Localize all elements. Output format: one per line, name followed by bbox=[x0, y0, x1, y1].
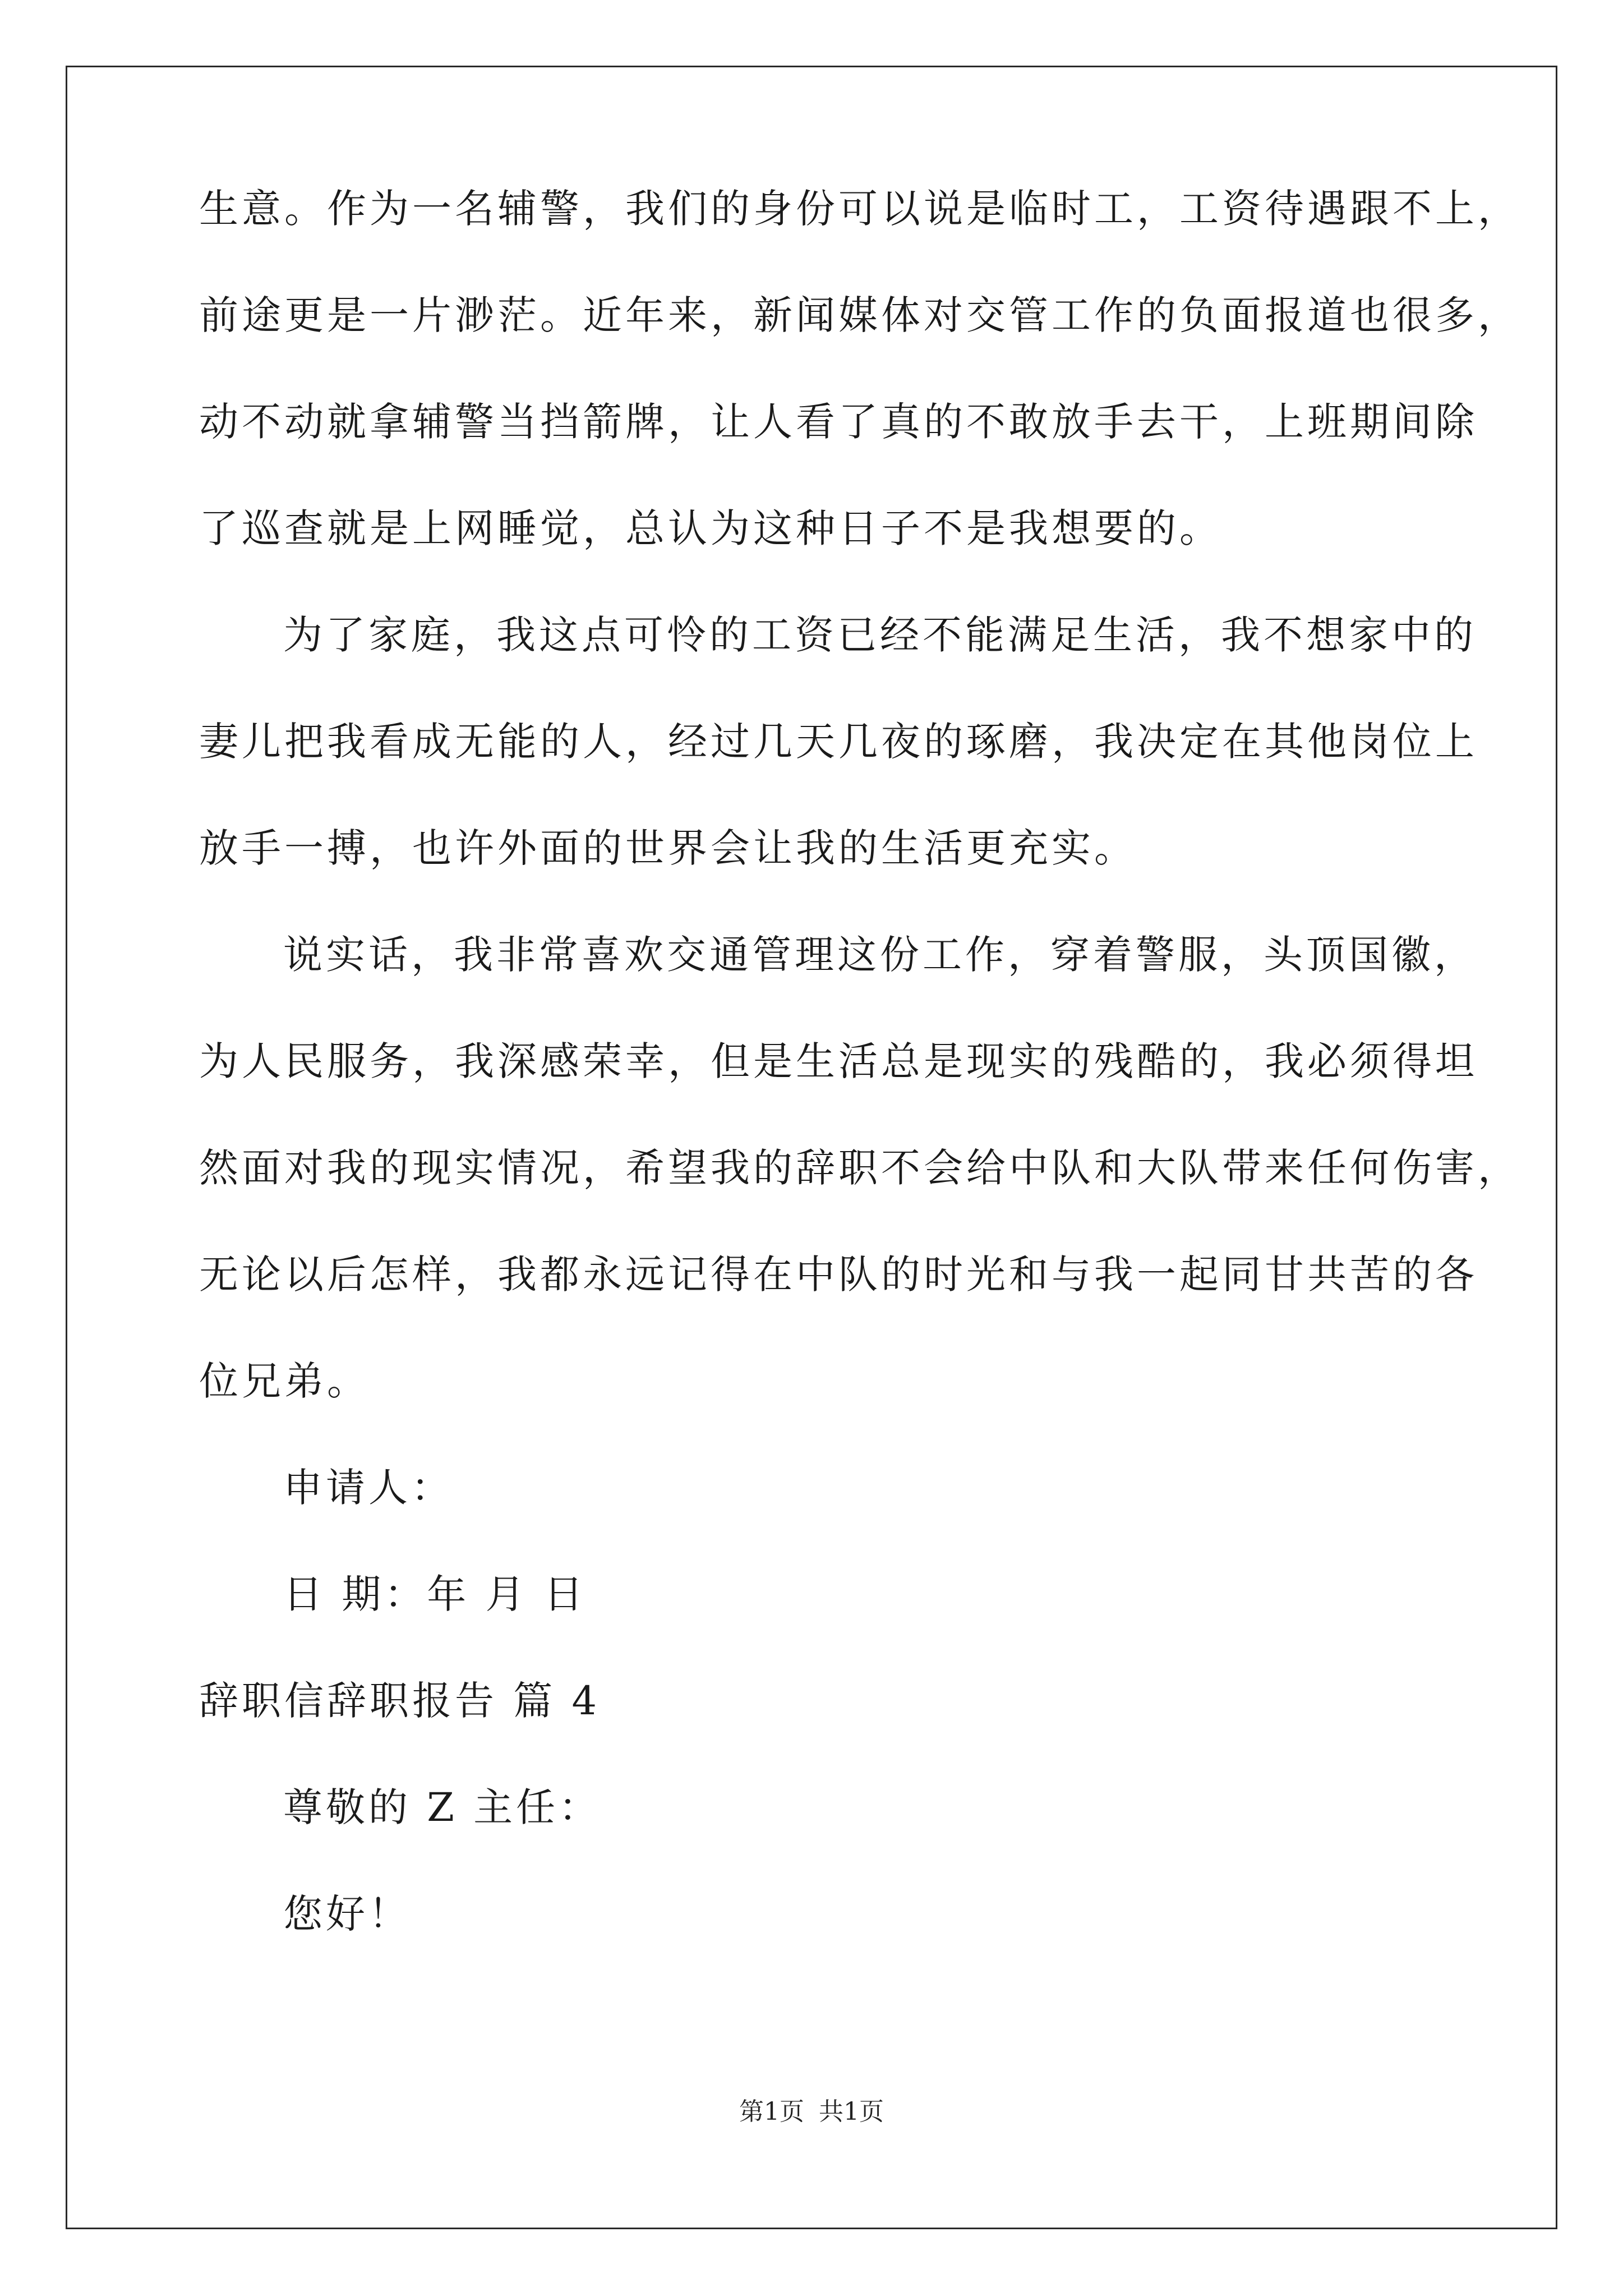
text-line: 放手一搏，也许外面的世界会让我的生活更充实。 bbox=[199, 825, 1137, 871]
page-footer bbox=[0, 2091, 1623, 2127]
text-line: 无论以后怎样，我都永远记得在中队的时光和与我一起同甘共苦的各 bbox=[199, 1251, 1478, 1297]
total-pages-label: 共1页 bbox=[819, 2097, 884, 2126]
text-line: 动不动就拿辅警当挡箭牌，让人看了真的不敢放手去干，上班期间除 bbox=[199, 399, 1478, 445]
text-line: 了巡查就是上网睡觉，总认为这种日子不是我想要的。 bbox=[199, 505, 1222, 551]
text-line: 辞职信辞职报告 篇 4 bbox=[199, 1678, 601, 1724]
text-line: 您好！ bbox=[283, 1891, 411, 1937]
current-page-label: 第1页 bbox=[739, 2097, 804, 2126]
text-line: 说实话，我非常喜欢交通管理这份工作，穿着警服，头顶国徽， bbox=[283, 932, 1477, 978]
text-line: 为人民服务，我深感荣幸，但是生活总是现实的残酷的，我必须得坦 bbox=[199, 1038, 1478, 1084]
text-line: 日 期：年 月 日 bbox=[283, 1571, 587, 1617]
text-line: 生意。作为一名辅警，我们的身份可以说是临时工，工资待遇跟不上， bbox=[199, 186, 1520, 232]
text-line: 前途更是一片渺茫。近年来，新闻媒体对交管工作的负面报道也很多， bbox=[199, 292, 1520, 338]
text-line: 然面对我的现实情况，希望我的辞职不会给中队和大队带来任何伤害， bbox=[199, 1145, 1520, 1191]
text-line: 妻儿把我看成无能的人，经过几天几夜的琢磨，我决定在其他岗位上 bbox=[199, 719, 1478, 765]
text-line: 申请人： bbox=[283, 1465, 454, 1511]
text-line: 为了家庭，我这点可怜的工资已经不能满足生活，我不想家中的 bbox=[283, 612, 1477, 658]
text-line: 位兄弟。 bbox=[199, 1358, 370, 1404]
text-line: 尊敬的 Z 主任： bbox=[283, 1784, 602, 1830]
